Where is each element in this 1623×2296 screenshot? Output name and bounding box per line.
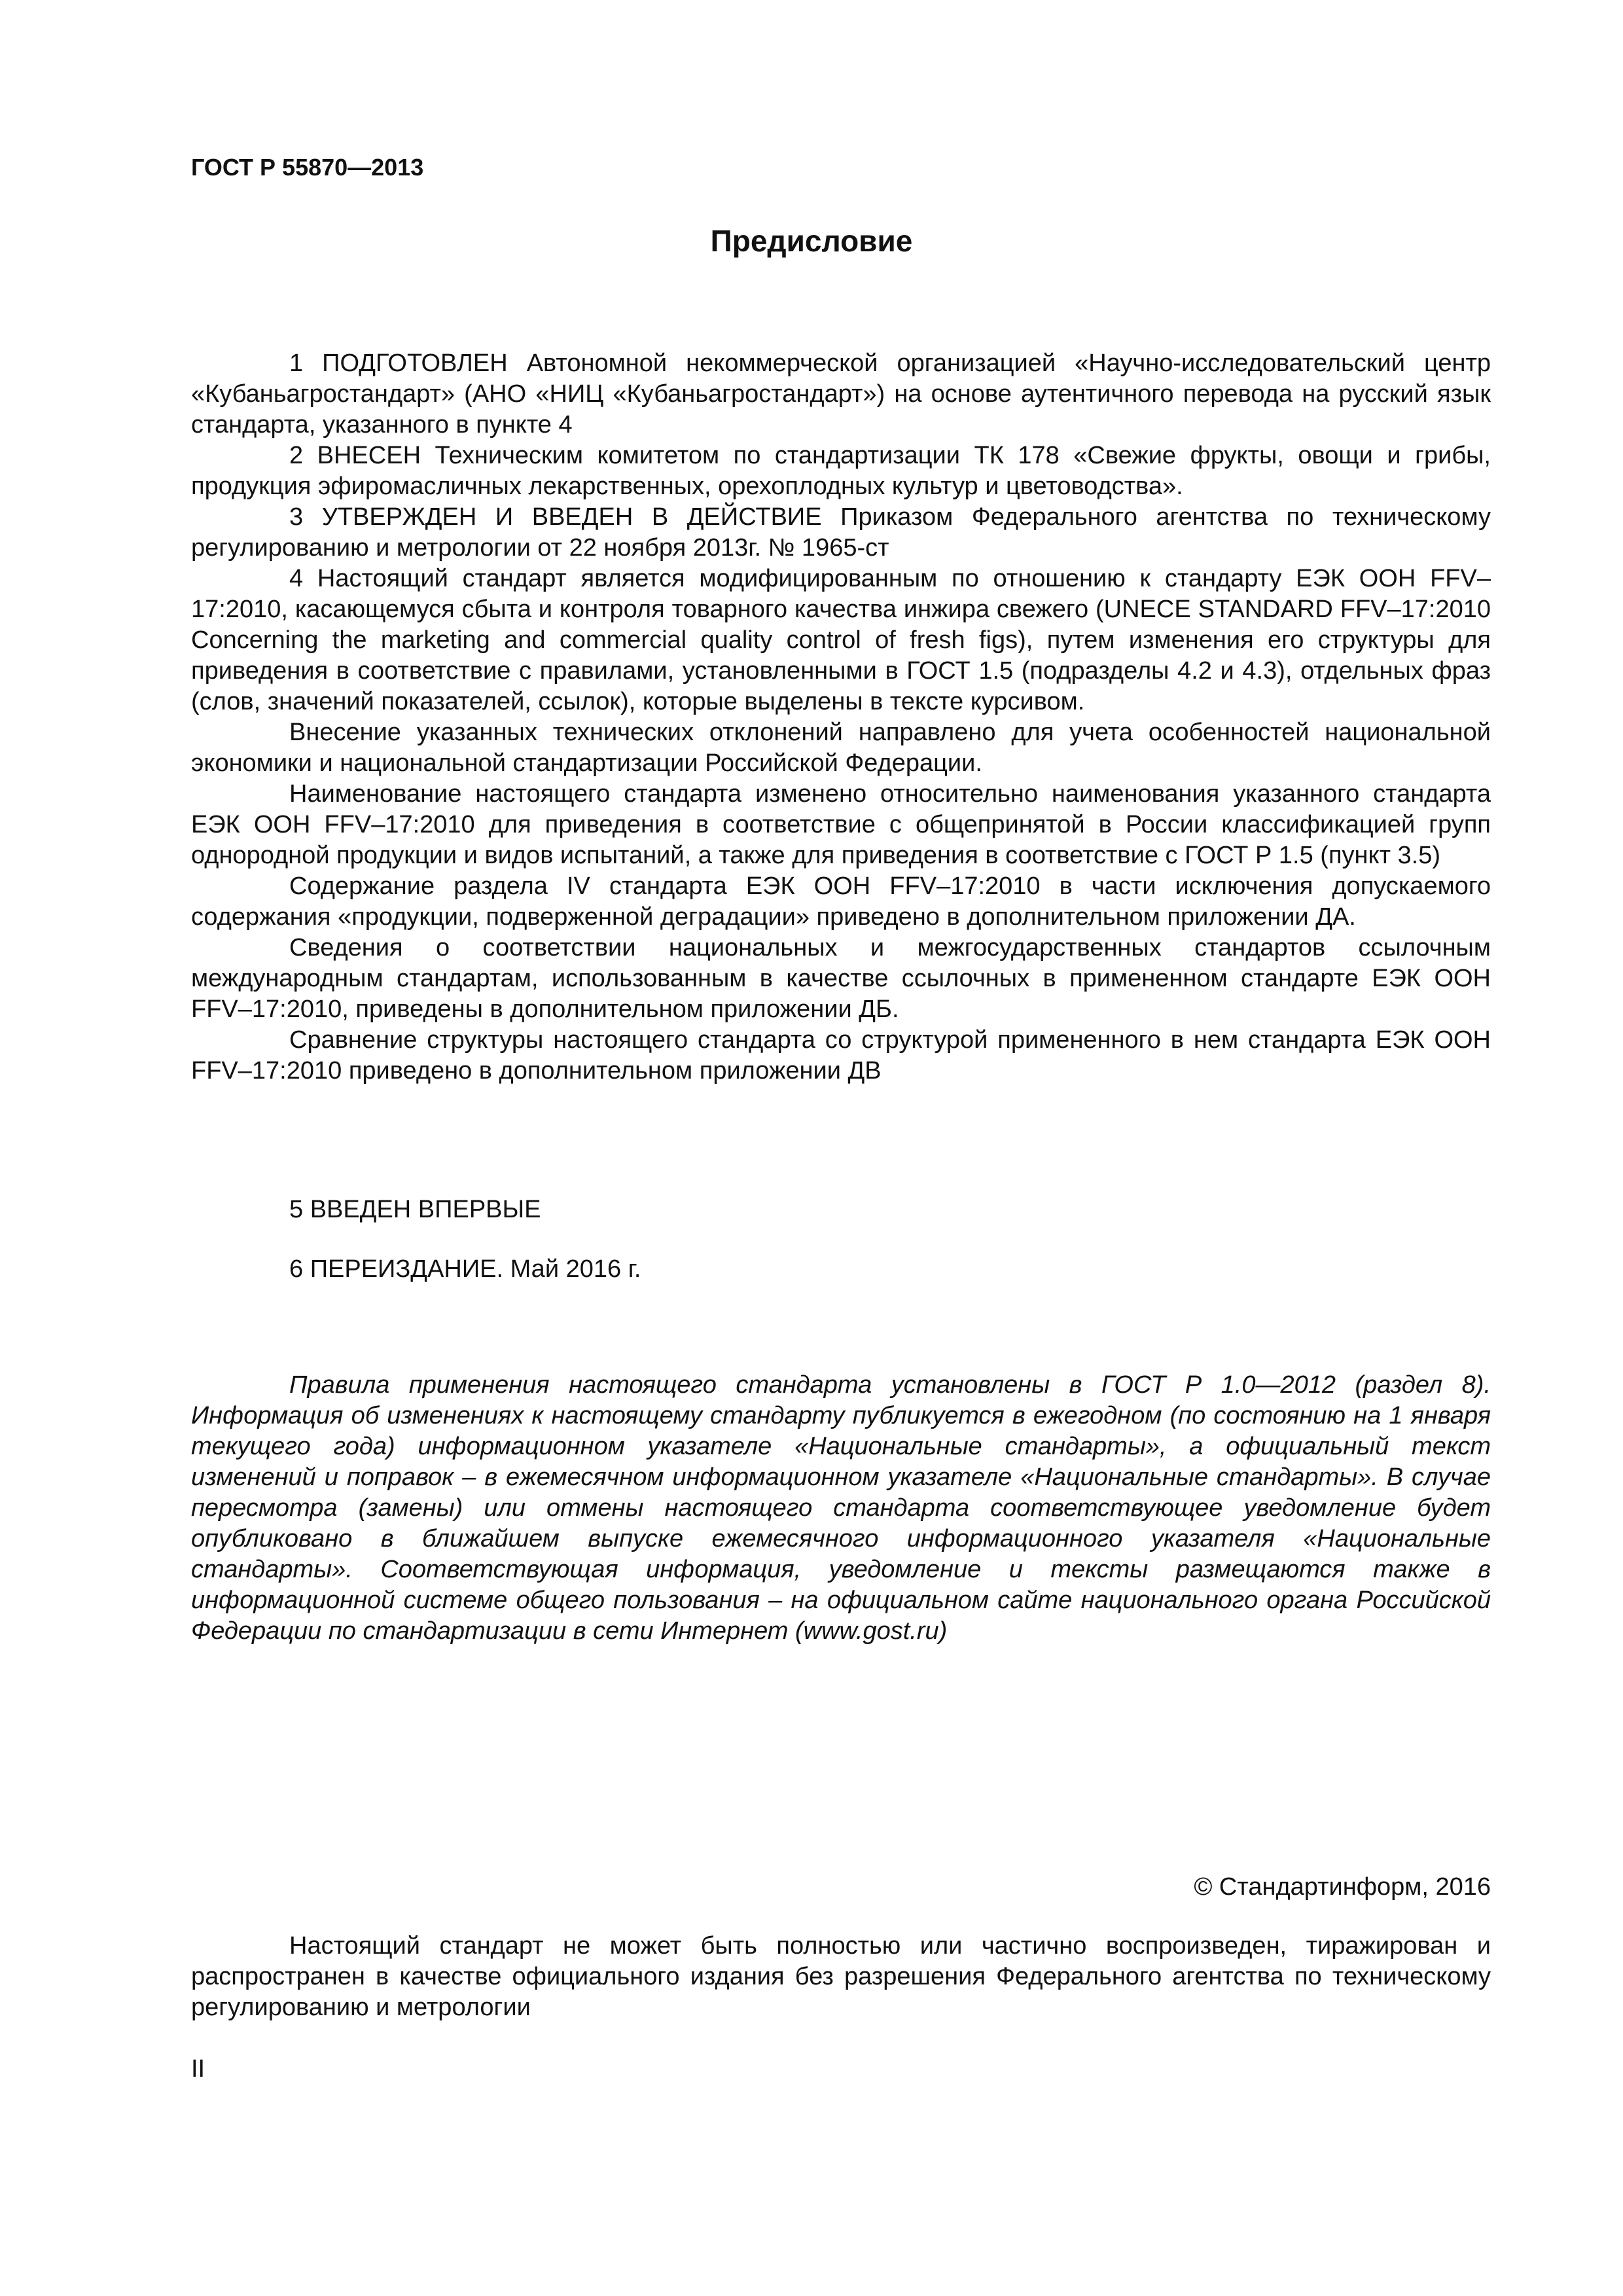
item-6-block: [191, 1254, 1491, 1285]
item-5-block: [191, 1194, 1491, 1225]
paragraph-name-change: Наименование настоящего стандарта изменено относительно наименования указанного стандарта ЕЭК ООН FFV–17:2010 для приведения в соответствие с общепринятой в России классификацией групп однородной продукции и видов испытаний, а также для приведения в соответствие с ГОСТ Р 1.5 (пункт 3.5): [191, 780, 1491, 869]
usage-rules-notice: [191, 1370, 1491, 1647]
paragraph-deviations: Внесение указанных технических отклонений направлено для учета особенностей национальной экономики и национальной стандартизации Российской Федерации.: [191, 719, 1491, 777]
paragraph-prepared-by: 1 ПОДГОТОВЛЕН Автономной некоммерческой организацией «Научно-исследовательский центр «Кубаньагростандарт» (АНО «НИЦ «Кубаньагростандарт») на основе аутентичного перевода на русский язык стандарта, указанного в пункте 4: [191, 350, 1491, 439]
page-title: Предисловие: [710, 224, 913, 258]
paragraph-references: Сведения о соответствии национальных и межгосударственных стандартов ссылочным международным стандартам, использованным в качестве ссылочных в примененном стандарте ЕЭК ООН FFV–17:2010, приведены в дополнительном приложении ДБ.: [191, 934, 1491, 1023]
reproduction-notice: [191, 1931, 1491, 2023]
reproduction-text: Настоящий стандарт не может быть полностью или частично воспроизведен, тиражирован и распространен в качестве официального издания без разрешения Федерального агентства по техническому регулированию и метрологии: [191, 1932, 1491, 2021]
paragraph-reissue: 6 ПЕРЕИЗДАНИЕ. Май 2016 г.: [289, 1255, 641, 1283]
paragraph-approved: 3 УТВЕРЖДЕН И ВВЕДЕН В ДЕЙСТВИЕ Приказом Федерального агентства по техническому регулированию и метрологии от 22 ноября 2013г. № 1965-ст: [191, 503, 1491, 562]
page-number: II: [191, 2055, 205, 2083]
paragraph-introduced-first: 5 ВВЕДЕН ВПЕРВЫЕ: [289, 1196, 541, 1223]
paragraph-section-iv: Содержание раздела IV стандарта ЕЭК ООН FFV–17:2010 в части исключения допускаемого содержания «продукции, подверженной деградации» приведено в дополнительном приложении ДА.: [191, 872, 1491, 931]
paragraph-modified-standard: 4 Настоящий стандарт является модифицированным по отношению к стандарту ЕЭК ООН FFV–17:2010, касающемуся сбыта и контроля товарного качества инжира свежего (UNECE STANDARD FFV–17:2010 Concerning the marketing and commercial quality control of fresh figs), путем изменения его структуры для приведения в соответствие с правилами, установленными в ГОСТ 1.5 (подразделы 4.2 и 4.3), отдельных фраз (слов, значений показателей, ссылок), которые выделены в тексте курсивом.: [191, 565, 1491, 715]
preface-body: [191, 348, 1491, 1086]
copyright-line: © Стандартинформ, 2016: [1194, 1873, 1491, 1901]
paragraph-introduced-by: 2 ВНЕСЕН Техническим комитетом по стандартизации ТК 178 «Свежие фрукты, овощи и грибы, продукция эфиромасличных лекарственных, орехоплодных культур и цветоводства».: [191, 442, 1491, 500]
document-code-header: ГОСТ Р 55870—2013: [191, 154, 424, 181]
paragraph-structure-comparison: Сравнение структуры настоящего стандарта со структурой примененного в нем стандарта ЕЭК ООН FFV–17:2010 приведено в дополнительном приложении ДВ: [191, 1026, 1491, 1085]
notice-text: Правила применения настоящего стандарта установлены в ГОСТ Р 1.0—2012 (раздел 8). Информация об изменениях к настоящему стандарту публикуется в ежегодном (по состоянию на 1 января текущего года) информационном указателе «Национальные стандарты», а официальный текст изменений и поправок – в ежемесячном информационном указателе «Национальные стандарты». В случае пересмотра (замены) или отмены настоящего стандарта соответствующее уведомление будет опубликовано в ближайшем выпуске ежемесячного информационного указателя «Национальные стандарты». Соответствующая информация, уведомление и тексты размещаются также в информационной системе общего пользования – на официальном сайте национального органа Российской Федерации по стандартизации в сети Интернет (www.gost.ru): [191, 1371, 1491, 1645]
